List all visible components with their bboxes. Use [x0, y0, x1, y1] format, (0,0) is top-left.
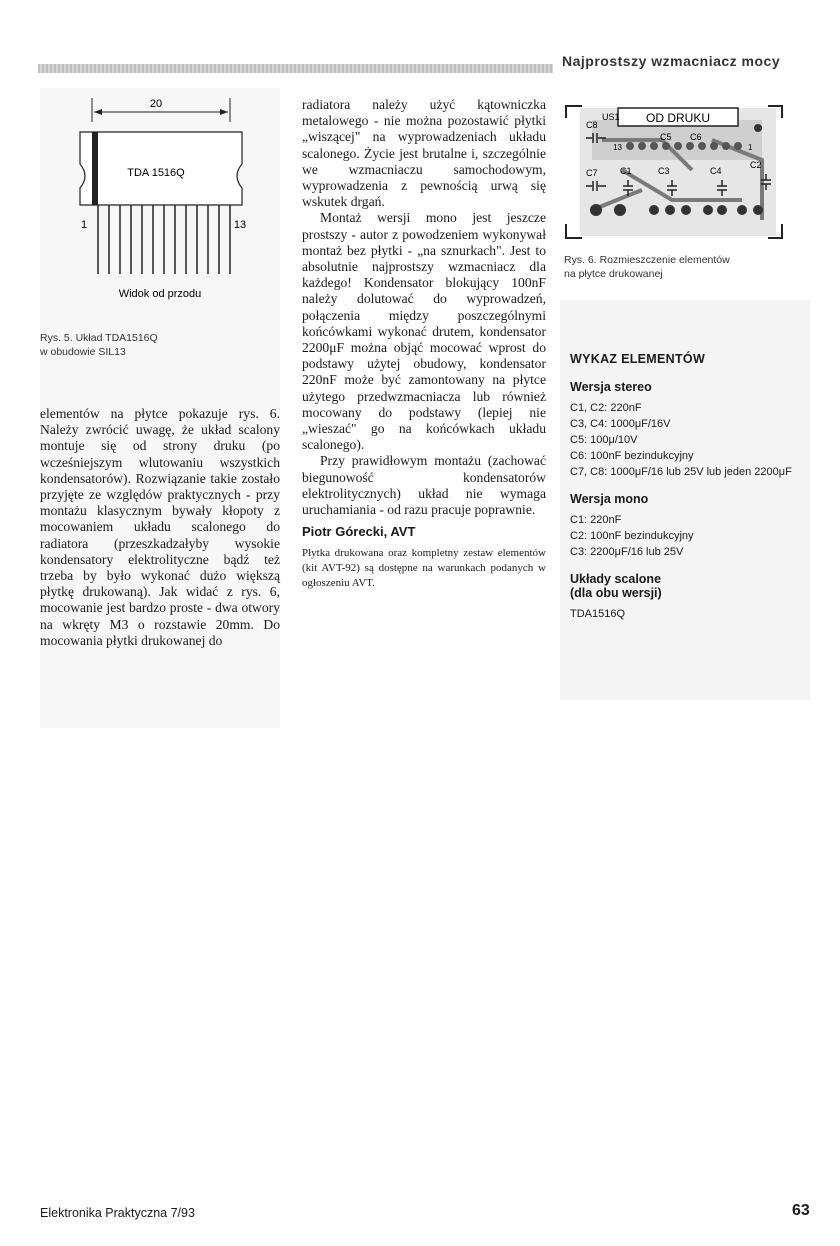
label-od-druku: OD DRUKU: [645, 111, 711, 125]
parts-item: C7, C8: 1000μF/16 lub 25V lub jeden 2200μF: [570, 466, 792, 478]
label-c4: C4: [710, 166, 722, 176]
label-pin13: 13: [613, 143, 622, 152]
parts-item: C1: 220nF: [570, 514, 622, 526]
stereo-heading: Wersja stereo: [570, 380, 652, 394]
running-title: Najprostszy wzmacniacz mocy: [562, 53, 781, 69]
parts-item: C3, C4: 1000μF/16V: [570, 418, 671, 430]
paragraph: Montaż wersji mono jest jeszcze prostszy - autor z powodzeniem wykonywał montaż bez płytki - „na sznurkach". Jest to absolutnie najprostszy wzmacniacz dla każdego! Kondensator blokujący 100nF należy dolutować do wyprowadzeń, połączenia między poszczególnymi końcówkami wykonać drutem, kondensator 2200μF można objąć mocować wprost do podstawy użytej obudowy, kondensator 220nF może być zamontowany na płytce użytego przedwzmacniacza lub również mocowany do podstawy (lepiej nie „wieszać" go na końcówkach układu scalonego).: [302, 210, 546, 453]
view-label: Widok od przodu: [118, 288, 202, 300]
paragraph: radiatora należy użyć kątowniczka metalowego - nie można pozostawić płytki „wiszącej" na wyprowadzeniach układu scalonego. Życie jest brutalne i, szczególnie we wzmacniaczu samochodowym, wyprowadzenia z pewnością urwą się wskutek drgań.: [302, 97, 546, 210]
caption-line: na płytce drukowanej: [564, 268, 663, 280]
pin-1-label: 1: [80, 219, 88, 231]
parts-list: [570, 352, 805, 622]
parts-list-heading: WYKAZ ELEMENTÓW: [570, 352, 706, 366]
parts-item: C3: 2200μF/16 lub 25V: [570, 546, 684, 558]
label-c1: C1: [620, 166, 632, 176]
article-column-left: [40, 406, 280, 649]
label-us1: US1: [602, 112, 620, 122]
parts-item: C5: 100μ/10V: [570, 434, 638, 446]
caption-line: w obudowie SIL13: [40, 346, 126, 358]
caption-line: Rys. 5. Układ TDA1516Q: [40, 332, 158, 344]
label-c7: C7: [586, 168, 598, 178]
label-c5: C5: [660, 132, 672, 142]
ic-heading: (dla obu wersji): [570, 586, 662, 600]
mono-heading: Wersja mono: [570, 492, 649, 506]
ic-heading: Układy scalone: [570, 572, 662, 586]
label-pin1: 1: [748, 143, 753, 152]
caption-line: Rys. 6. Rozmieszczenie elementów: [564, 254, 730, 266]
label-c3: C3: [658, 166, 670, 176]
chip-label: TDA 1516Q: [127, 167, 185, 179]
paragraph: Przy prawidłowym montażu (zachować biegunowość kondensatorów elektrolitycznych) układ nie wymaga uruchamiania - od razu pracuje poprawnie.: [302, 453, 546, 518]
page-number: 63: [792, 1202, 810, 1219]
header-rule: [38, 64, 553, 73]
footer-publication: Elektronika Praktyczna 7/93: [40, 1206, 195, 1220]
parts-item: C2: 100nF bezindukcyjny: [570, 530, 694, 542]
label-c6: C6: [690, 132, 702, 142]
author: Piotr Górecki, AVT: [302, 524, 416, 540]
parts-item: TDA1516Q: [570, 608, 626, 620]
article-column-middle: [302, 97, 546, 591]
dimension-label: 20: [149, 98, 163, 110]
pin-13-label: 13: [233, 219, 247, 231]
figure-6-caption: [564, 253, 804, 281]
label-c8: C8: [586, 120, 598, 130]
parts-item: C1, C2: 220nF: [570, 402, 642, 414]
figure-6-pcb-layout: [562, 100, 792, 245]
label-c2: C2: [750, 160, 762, 170]
kit-note: Płytka drukowana oraz kompletny zestaw elementów (kit AVT-92) są dostępne na warunkach podanych w ogłoszeniu AVT.: [302, 547, 546, 590]
parts-item: C6: 100nF bezindukcyjny: [570, 450, 694, 462]
figure-5-caption: [40, 331, 270, 359]
figure-5-package-drawing: [60, 92, 260, 317]
paragraph: elementów na płytce pokazuje rys. 6. Należy zwrócić uwagę, że układ scalony montuje się od strony druku (po wcześniejszym wlutowaniu wszystkich kondensatorów). Rozwiązanie takie zostało przyjęte ze względów praktycznych - przy montażu klasycznym bywały kłopoty z mocowaniem układu scalonego do radiatora (przeszkadzałyby wysokie kondensatory elektrolityczne bądź też trzeba by było wykonać dużo większą płytkę drukowaną). Jak widać z rys. 6, mocowanie jest bardzo proste - dwa otwory na wkręty M3 o rozstawie 20mm. Do mocowania płytki drukowanej do: [40, 406, 280, 648]
